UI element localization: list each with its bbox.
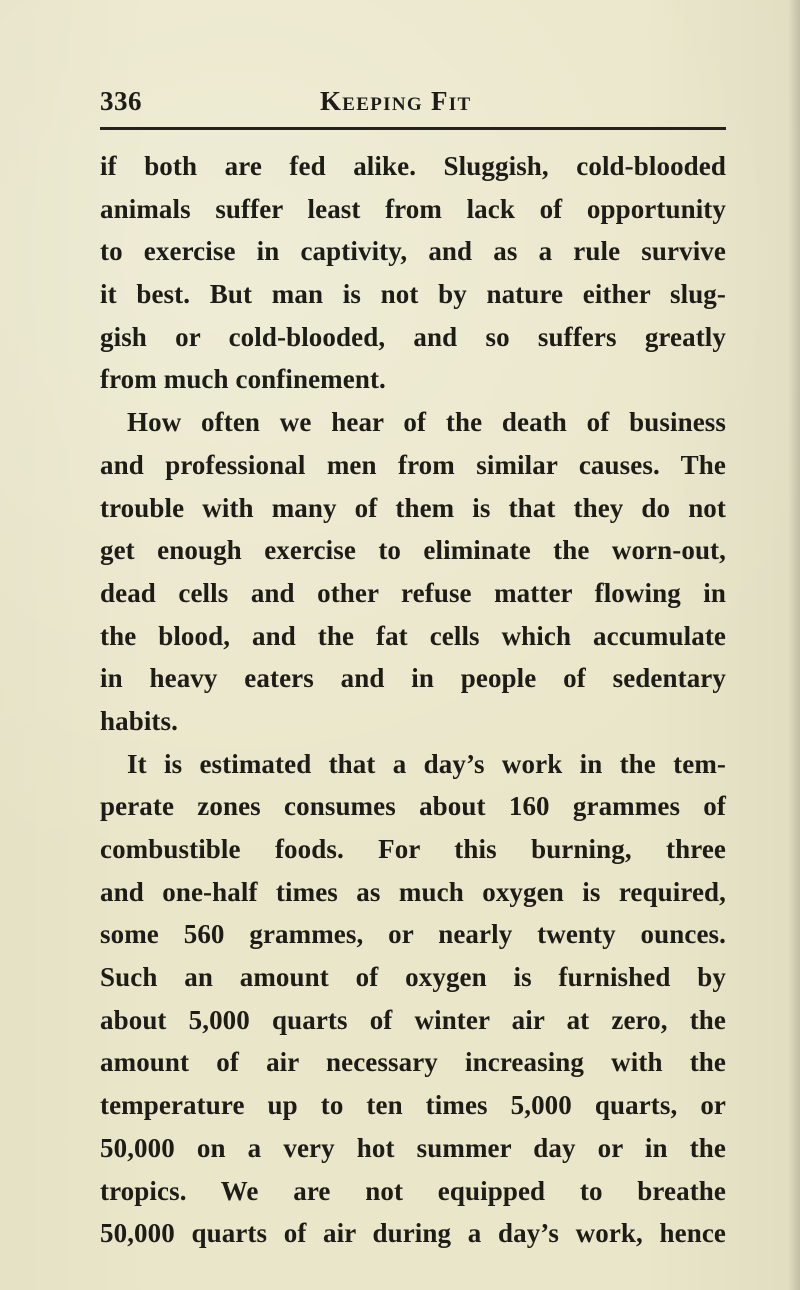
text-line: combustible foods. For this burning, three (100, 834, 726, 864)
text-line: some 560 grammes, or nearly twenty ounces. (100, 919, 726, 950)
text-line: Such an amount of oxygen is furnished by (100, 962, 726, 993)
text-line: in heavy eaters and in people of sedentary (100, 663, 726, 694)
text-line: 50,000 on a very hot summer day or in the (100, 1132, 726, 1163)
text-line: to exercise in captivity, and as a rule survive (100, 236, 726, 267)
text-line: it best. But man is not by nature either slug- (100, 279, 726, 310)
page-edge-shadow (788, 0, 800, 1290)
text-line: the blood, and the fat cells which accumulate (100, 620, 726, 651)
text-line: gish or cold-blooded, and so suffers greatly (100, 321, 726, 352)
text-line: trouble with many of them is that they do not (100, 492, 726, 523)
text-line: get enough exercise to eliminate the worn-out, (100, 535, 726, 566)
text-line: about 5,000 quarts of winter air at zero, the (100, 1004, 726, 1035)
text-line: and professional men from similar causes. The (100, 449, 726, 480)
page-header (100, 86, 726, 126)
text-line: animals suffer least from lack of opportunity (100, 193, 726, 224)
text-line: if both are fed alike. Sluggish, cold-blooded (100, 151, 726, 181)
text-line: perate zones consumes about 160 grammes of (100, 791, 726, 822)
running-title: Keeping Fit (320, 86, 472, 116)
text-line: 50,000 quarts of air during a day’s work, hence (100, 1218, 726, 1249)
page-number: 336 (100, 86, 142, 116)
header-rule (100, 127, 726, 130)
text-line: temperature up to ten times 5,000 quarts, or (100, 1090, 726, 1121)
text-line: habits. (100, 705, 178, 736)
paragraph-start-line: It is estimated that a day’s work in the tem- (127, 748, 726, 779)
text-line: tropics. We are not equipped to breathe (100, 1175, 726, 1206)
text-line: dead cells and other refuse matter flowing in (100, 577, 726, 608)
text-line: amount of air necessary increasing with the (100, 1047, 726, 1078)
text-line: and one-half times as much oxygen is required, (100, 876, 726, 907)
paragraph-start-line: How often we hear of the death of business (127, 407, 726, 438)
body-text (100, 145, 726, 1255)
text-line: from much confinement. (100, 364, 386, 395)
